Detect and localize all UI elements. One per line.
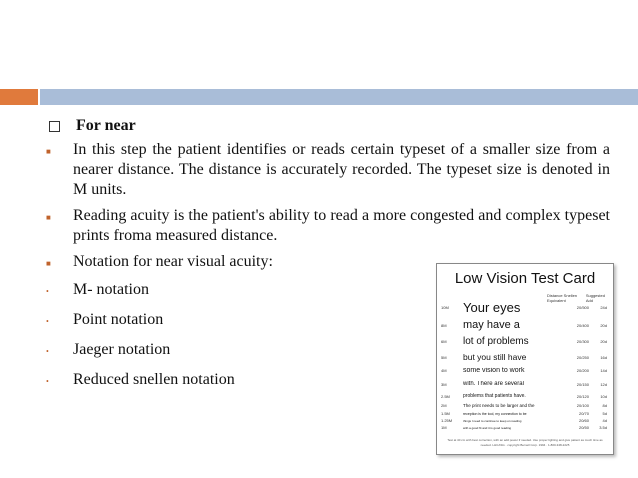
bullet-text: Reading acuity is the patient's ability to read a more congested and complex typeset prints froma measured distance.	[73, 207, 610, 244]
square-bullet-icon: ■	[46, 147, 51, 156]
card-row: 4M some vision to work 20/200 14d	[441, 367, 607, 374]
card-row: 1M with a good fit and it is good reading 20/50 3.5d	[441, 425, 607, 430]
card-row: 1.25M things I need to continue to keep on reading 20/60 4d	[441, 418, 607, 423]
header-bar	[40, 89, 638, 105]
card-title: Low Vision Test Card	[454, 270, 596, 287]
heading-text: For near	[76, 117, 136, 134]
dot-bullet-icon: •	[46, 317, 49, 326]
card-row: 3M with. There are several 20/150 12d	[441, 381, 607, 387]
card-row: 2.5M problems that patients have. 20/120 10d	[441, 393, 607, 399]
bullet-text: Notation for near visual acuity:	[73, 253, 273, 270]
bullet-item	[44, 206, 610, 246]
bullet-item	[44, 140, 610, 200]
accent-bar	[0, 89, 38, 105]
card-row: 5M but you still have 20/250 16d	[441, 352, 607, 362]
card-row: 6M lot of problems 20/300 20d	[441, 336, 607, 347]
card-col2-header: Suggested Add	[585, 293, 605, 303]
card-col1-header: Distance Snellen Equivalent	[547, 293, 578, 303]
section-heading	[44, 117, 610, 135]
card-row: 10M Your eyes 20/500 24d	[441, 300, 607, 315]
sub-item-text: Reduced snellen notation	[73, 371, 235, 388]
sub-item-text: Jaeger notation	[73, 341, 171, 358]
card-row: 2M The print needs to be larger and the 20/100 8d	[441, 403, 607, 408]
dot-bullet-icon: •	[46, 347, 49, 356]
sub-item-text: M- notation	[73, 281, 149, 298]
dot-bullet-icon: •	[46, 287, 49, 296]
card-footer: Test at 40 cm with best correction, with an add power if needed. Use proper lighting and give patient as much time as needed. LHCASG · copyright Bernell Corp. 1994 · 1-800-348-2225	[447, 438, 603, 447]
square-bullet-icon: ■	[46, 213, 51, 222]
sub-item-text: Point notation	[73, 311, 164, 328]
card-row: 8M may have a 20/400 20d	[441, 319, 607, 331]
card-row: 1.5M reception is the tool, my connection to be 20/70 5d	[441, 411, 607, 416]
checkbox-bullet-icon	[49, 121, 60, 132]
square-bullet-icon: ■	[46, 259, 51, 268]
bullet-text: In this step the patient identifies or reads certain typeset of a smaller size from a nearer distance. The distance is accurately recorded. The typeset size is denoted in M units.	[73, 141, 610, 198]
low-vision-test-card-image	[436, 263, 614, 455]
dot-bullet-icon: •	[46, 377, 49, 386]
